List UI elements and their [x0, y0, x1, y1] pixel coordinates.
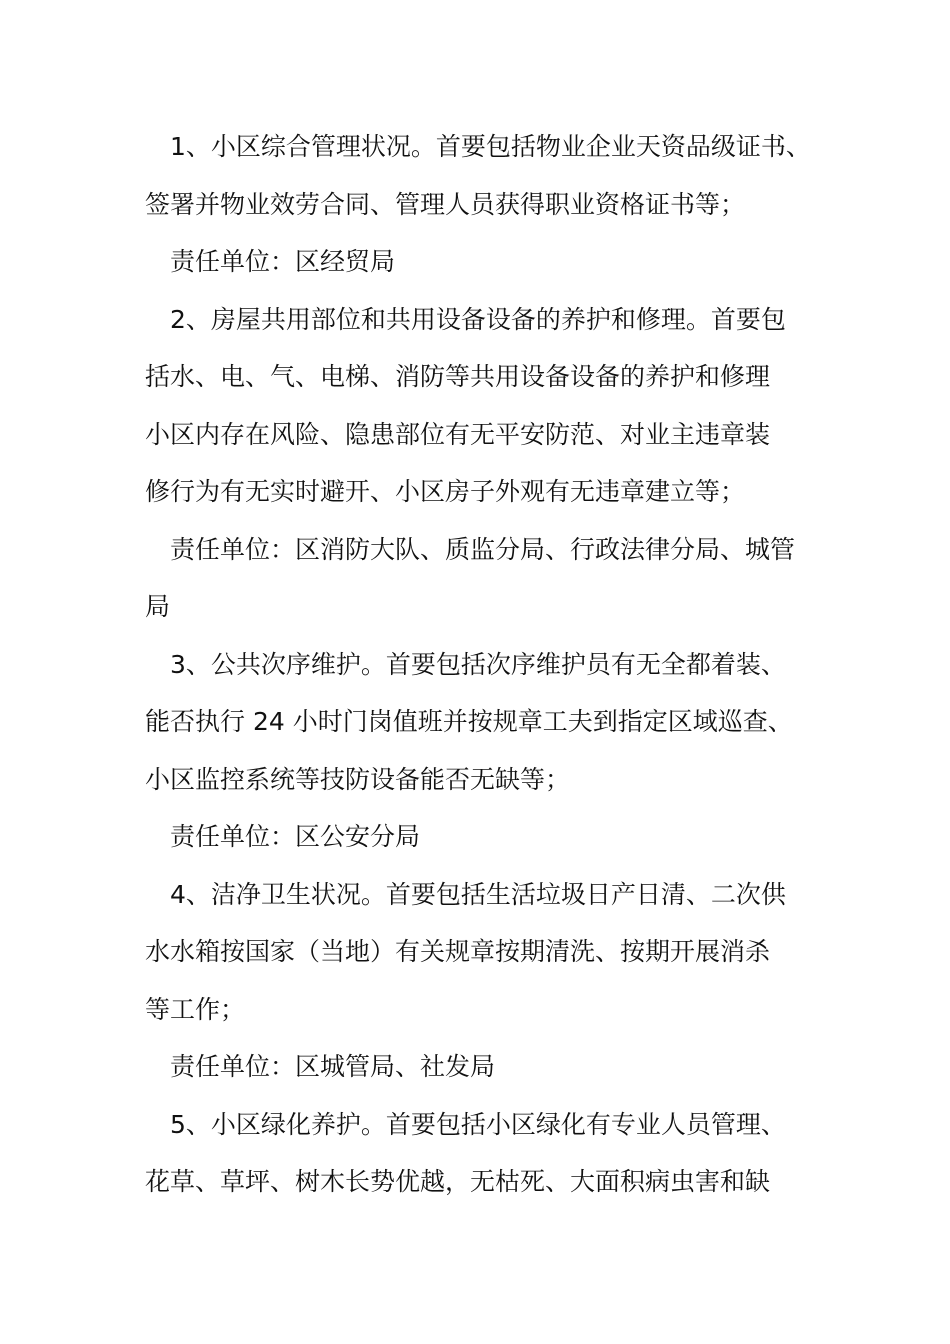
responsibility-1: 责任单位：区经贸局 — [170, 247, 396, 276]
paragraph-2-line-2: 括水、电、气、电梯、消防等共用设备设备的养护和修理 — [145, 362, 771, 391]
paragraph-5-line-1: 5、小区绿化养护。首要包括小区绿化有专业人员管理、 — [170, 1109, 786, 1139]
paragraph-4-line-1: 4、洁净卫生状况。首要包括生活垃圾日产日清、二次供 — [170, 879, 786, 909]
responsibility-2-line-2: 局 — [145, 592, 171, 621]
responsibility-3: 责任单位：区公安分局 — [170, 822, 421, 851]
paragraph-2-line-4: 修行为有无实时避开、小区房子外观有无违章建立等； — [145, 477, 746, 506]
paragraph-3-line-3: 小区监控系统等技防设备能否无缺等； — [145, 764, 571, 794]
paragraph-3-line-2: 能否执行 24 小时门岗值班并按规章工夫到指定区域巡查、 — [145, 707, 793, 736]
paragraph-3-line-1: 3、公共次序维护。首要包括次序维护员有无全都着装、 — [170, 649, 786, 679]
paragraph-5-line-2: 花草、草坪、树木长势优越，无枯死、大面积病虫害和缺 — [145, 1167, 771, 1196]
paragraph-1-line-1: 1、小区综合管理状况。首要包括物业企业天资品级证书、 — [170, 132, 811, 161]
paragraph-2-line-3: 小区内存在风险、隐患部位有无平安防范、对业主违章装 — [145, 419, 771, 449]
paragraph-4-line-3: 等工作； — [145, 994, 246, 1024]
paragraph-1-line-2: 签署并物业效劳合同、管理人员获得职业资格证书等； — [145, 189, 746, 219]
responsibility-2-line-1: 责任单位：区消防大队、质监分局、行政法律分局、城管 — [170, 534, 796, 564]
paragraph-4-line-2: 水水箱按国家（当地）有关规章按期清洗、按期开展消杀 — [145, 937, 771, 966]
responsibility-4: 责任单位：区城管局、社发局 — [170, 1052, 496, 1081]
paragraph-2-line-1: 2、房屋共用部位和共用设备设备的养护和修理。首要包 — [170, 304, 786, 334]
document-body — [145, 118, 835, 1211]
